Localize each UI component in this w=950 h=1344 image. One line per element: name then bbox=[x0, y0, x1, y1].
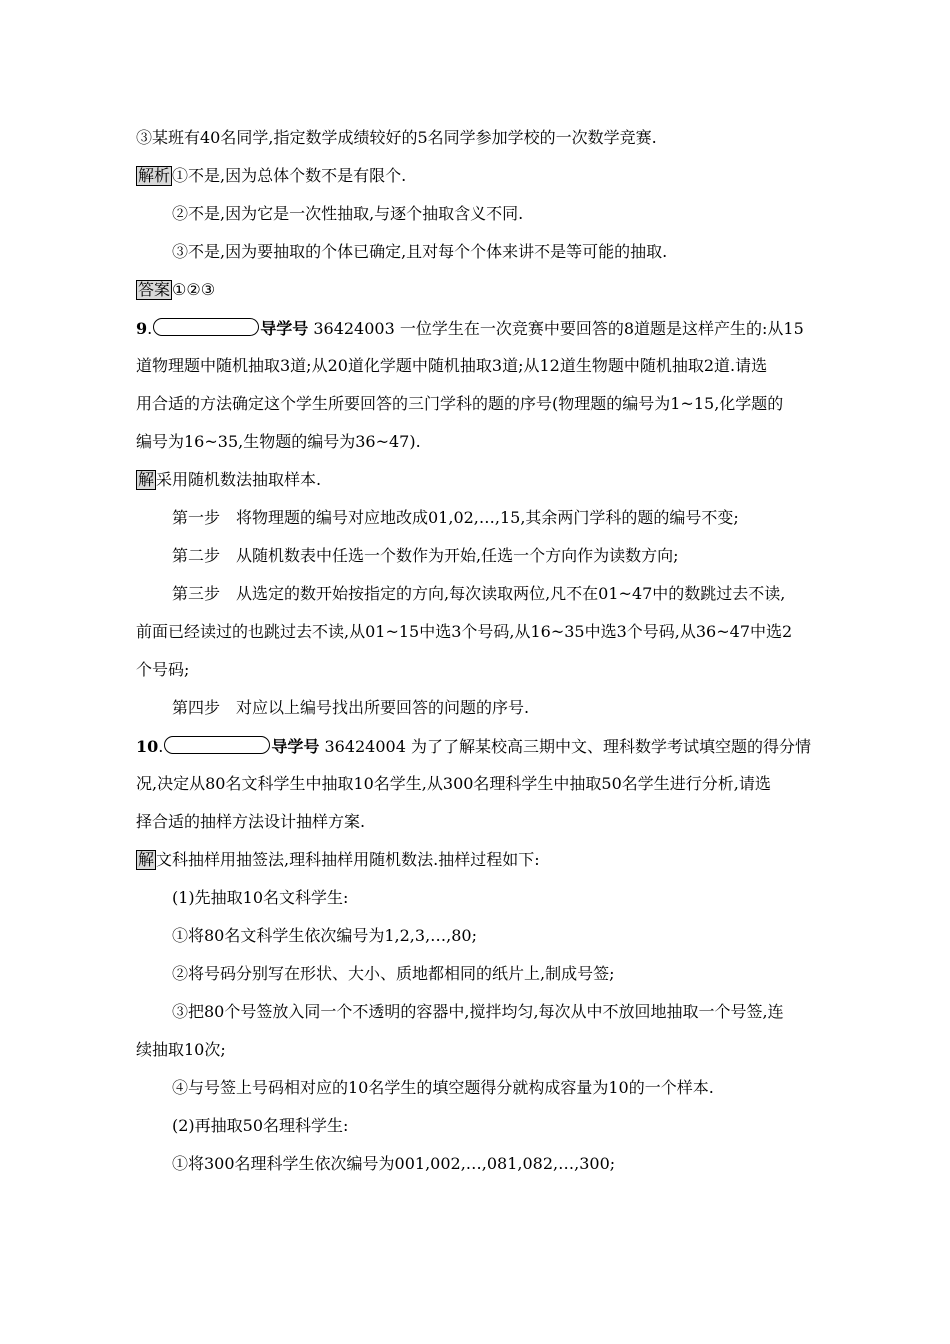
analysis-line-1: 解析 ①不是,因为总体个数不是有限个. bbox=[138, 166, 407, 185]
solution-9-step-1: 第一步 将物理题的编号对应地改成01,02,…,15,其余两门学科的题的编号不变; bbox=[172, 508, 739, 527]
document-page bbox=[136, 122, 816, 1174]
solution-9-step-3: 第三步 从选定的数开始按指定的方向,每次读取两位,凡不在01~47中的数跳过去不读, bbox=[172, 584, 786, 603]
guide-label: 导学号 bbox=[271, 737, 320, 756]
analysis-line-2: ②不是,因为它是一次性抽取,与逐个抽取含义不同. bbox=[172, 204, 524, 223]
question-number: 10 bbox=[136, 737, 159, 756]
solution-9-step-2: 第二步 从随机数表中任选一个数作为开始,任选一个方向作为读数方向; bbox=[172, 546, 679, 565]
solution-tag: 解 bbox=[138, 850, 155, 869]
solution-9-step-4: 第四步 对应以上编号找出所要回答的问题的序号. bbox=[172, 698, 530, 717]
question-9-line-1: 9. 导学号 36424003 一位学生在一次竞赛中要回答的8道题是这样产生的:从15 bbox=[136, 319, 804, 338]
solution-10-step-4: ④与号签上号码相对应的10名学生的填空题得分就构成容量为10的一个样本. bbox=[172, 1078, 714, 1097]
solution-10-part-2-step-1: ①将300名理科学生依次编号为001,002,…,081,082,…,300; bbox=[172, 1154, 616, 1173]
solution-10-step-3: ③把80个号签放入同一个不透明的容器中,搅拌均匀,每次从中不放回地抽取一个号签,连 bbox=[172, 1002, 784, 1021]
answer-line: 答案 ①②③ bbox=[138, 280, 216, 299]
question-10-line-1: 10. 导学号 36424004 为了了解某校高三期中文、理科数学考试填空题的得分情 bbox=[136, 737, 811, 756]
solution-9-step-3-end: 个号码; bbox=[136, 660, 190, 679]
question-10-line-2: 况,决定从80名文科学生中抽取10名学生,从300名理科学生中抽取50名学生进行分析,请选 bbox=[136, 774, 771, 793]
question-9-line-2: 道物理题中随机抽取3道;从20道化学题中随机抽取3道;从12道生物题中随机抽取2道.请选 bbox=[136, 356, 768, 375]
question-9-line-4: 编号为16~35,生物题的编号为36~47). bbox=[136, 432, 421, 451]
solution-9-step-3-cont: 前面已经读过的也跳过去不读,从01~15中选3个号码,从16~35中选3个号码,从36~47中选2 bbox=[136, 622, 793, 641]
analysis-tag: 解析 bbox=[138, 166, 171, 185]
answer-tag: 答案 bbox=[138, 280, 171, 299]
condition-3: ③某班有40名同学,指定数学成绩较好的5名同学参加学校的一次数学竞赛. bbox=[136, 128, 657, 147]
guide-box bbox=[153, 318, 259, 336]
solution-10-step-3-cont: 续抽取10次; bbox=[136, 1040, 226, 1059]
question-number: 9 bbox=[136, 319, 148, 338]
solution-10-step-1: ①将80名文科学生依次编号为1,2,3,…,80; bbox=[172, 926, 477, 945]
guide-box bbox=[164, 736, 270, 754]
solution-10-step-2: ②将号码分别写在形状、大小、质地都相同的纸片上,制成号签; bbox=[172, 964, 615, 983]
solution-10-part-1: (1)先抽取10名文科学生: bbox=[172, 888, 349, 907]
analysis-line-3: ③不是,因为要抽取的个体已确定,且对每个个体来讲不是等可能的抽取. bbox=[172, 242, 668, 261]
solution-9-line-1: 解 采用随机数法抽取样本. bbox=[138, 470, 322, 489]
solution-10-line-1: 解 文科抽样用抽签法,理科抽样用随机数法.抽样过程如下: bbox=[138, 850, 540, 869]
question-9-line-3: 用合适的方法确定这个学生所要回答的三门学科的题的序号(物理题的编号为1~15,化学题的 bbox=[136, 394, 784, 413]
question-10-line-3: 择合适的抽样方法设计抽样方案. bbox=[136, 812, 366, 831]
solution-tag: 解 bbox=[138, 470, 155, 489]
solution-10-part-2: (2)再抽取50名理科学生: bbox=[172, 1116, 349, 1135]
guide-label: 导学号 bbox=[260, 319, 309, 338]
